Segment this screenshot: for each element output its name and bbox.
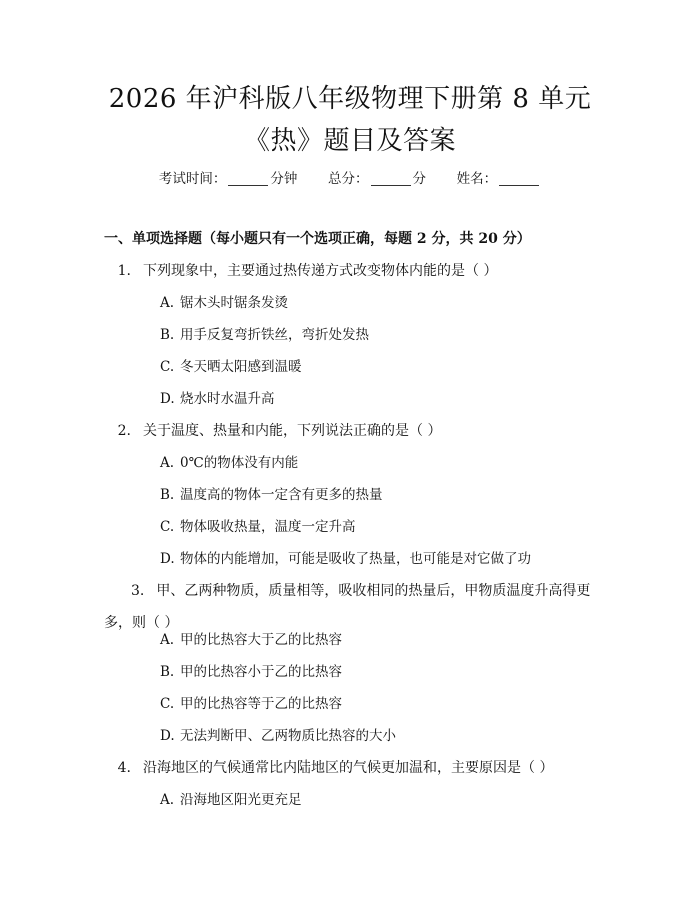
option-letter: B. bbox=[160, 487, 175, 503]
question-1-option-c[interactable] bbox=[160, 357, 302, 377]
question-number: 4. bbox=[117, 760, 131, 776]
question-number: 3. bbox=[131, 583, 145, 599]
page-title-line2: 《热》题目及答案 bbox=[243, 126, 456, 156]
option-text: 物体吸收热量，温度一定升高 bbox=[180, 519, 356, 535]
question-4 bbox=[104, 758, 596, 778]
question-2 bbox=[104, 421, 596, 441]
option-text: 沿海地区阳光更充足 bbox=[180, 792, 302, 808]
time-label: 考试时间： bbox=[158, 171, 227, 187]
option-text: 温度高的物体一定含有更多的热量 bbox=[180, 487, 383, 503]
name-label: 姓名： bbox=[456, 171, 498, 187]
option-text: 甲的比热容大于乙的比热容 bbox=[180, 632, 342, 648]
option-letter: A. bbox=[160, 632, 175, 648]
time-blank[interactable] bbox=[228, 171, 268, 186]
question-1-option-a[interactable] bbox=[160, 293, 288, 313]
option-letter: A. bbox=[160, 295, 175, 311]
option-letter: C. bbox=[160, 696, 175, 712]
time-field bbox=[159, 169, 298, 189]
option-letter: A. bbox=[160, 792, 175, 808]
option-letter: D. bbox=[160, 391, 175, 407]
question-2-option-d[interactable] bbox=[160, 549, 531, 569]
exam-meta-row bbox=[0, 169, 700, 189]
question-3-option-b[interactable] bbox=[160, 662, 342, 682]
option-text: 甲的比热容等于乙的比热容 bbox=[180, 696, 342, 712]
question-1-option-b[interactable] bbox=[160, 325, 369, 345]
question-3-option-a[interactable] bbox=[160, 630, 342, 650]
question-2-option-c[interactable] bbox=[160, 517, 356, 537]
option-letter: C. bbox=[160, 519, 175, 535]
name-field bbox=[457, 169, 542, 189]
page-title-line1: 2026 年沪科版八年级物理下册第 8 单元 bbox=[108, 84, 592, 114]
question-text: 甲、乙两种物质，质量相等，吸收相同的热量后，甲物质温度升高得更多，则（ ） bbox=[104, 583, 591, 631]
section-heading: 一、单项选择题（每小题只有一个选项正确，每题 2 分，共 20 分） bbox=[104, 231, 531, 247]
option-letter: B. bbox=[160, 664, 175, 680]
option-text: 锯木头时锯条发烫 bbox=[180, 295, 288, 311]
option-text: 无法判断甲、乙两物质比热容的大小 bbox=[180, 728, 396, 744]
question-number: 2. bbox=[117, 423, 131, 439]
question-2-option-a[interactable] bbox=[160, 453, 298, 473]
option-text: 冬天晒太阳感到温暖 bbox=[180, 359, 302, 375]
option-letter: B. bbox=[160, 327, 175, 343]
option-text: 物体的内能增加，可能是吸收了热量，也可能是对它做了功 bbox=[180, 551, 531, 567]
question-text: 沿海地区的气候通常比内陆地区的气候更加温和，主要原因是（ ） bbox=[143, 760, 554, 776]
option-text: 0℃的物体没有内能 bbox=[180, 455, 299, 471]
question-text: 下列现象中，主要通过热传递方式改变物体内能的是（ ） bbox=[143, 263, 498, 279]
question-4-option-a[interactable] bbox=[160, 790, 302, 810]
option-letter: D. bbox=[160, 728, 175, 744]
question-1-option-d[interactable] bbox=[160, 389, 275, 409]
option-letter: A. bbox=[160, 455, 175, 471]
question-3-option-d[interactable] bbox=[160, 726, 396, 746]
option-letter: C. bbox=[160, 359, 175, 375]
score-field bbox=[328, 169, 426, 189]
option-text: 甲的比热容小于乙的比热容 bbox=[180, 664, 342, 680]
score-unit: 分 bbox=[412, 171, 426, 187]
option-letter: D. bbox=[160, 551, 175, 567]
name-blank[interactable] bbox=[499, 171, 539, 186]
option-text: 用手反复弯折铁丝，弯折处发热 bbox=[180, 327, 369, 343]
question-2-option-b[interactable] bbox=[160, 485, 383, 505]
time-unit: 分钟 bbox=[270, 171, 298, 187]
option-text: 烧水时水温升高 bbox=[180, 391, 275, 407]
score-label: 总分： bbox=[328, 171, 369, 187]
question-number: 1. bbox=[117, 263, 131, 279]
question-text: 关于温度、热量和内能，下列说法正确的是（ ） bbox=[143, 423, 442, 439]
score-blank[interactable] bbox=[371, 171, 411, 186]
question-3-option-c[interactable] bbox=[160, 694, 342, 714]
question-1 bbox=[104, 261, 596, 281]
